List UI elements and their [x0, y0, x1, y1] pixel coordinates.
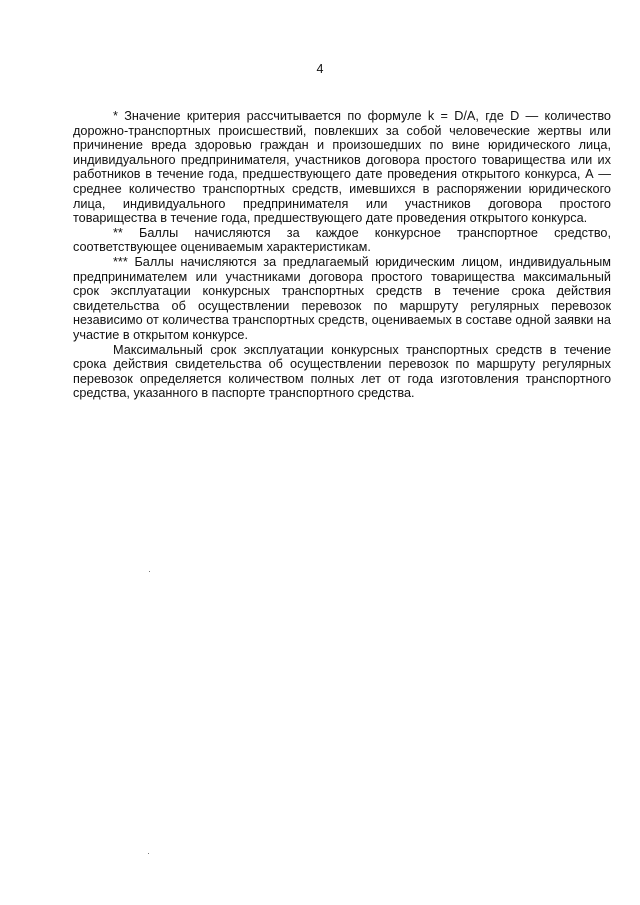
document-body	[73, 109, 611, 401]
scan-speck	[149, 571, 150, 572]
footnote-points-per-vehicle: ** Баллы начисляются за каждое конкурсное транспортное средство, соответствующее оцениваемым характеристикам.	[73, 225, 611, 255]
paragraph-max-service-life-definition: Максимальный срок эксплуатации конкурсных транспортных средств в течение срока действия свидетельства об осуществлении перевозок по маршруту регулярных перевозок определяется количеством полных лет от года изготовления транспортного средства, указанного в паспорте транспортного средства.	[73, 342, 611, 401]
footnote-points-max-service-life: *** Баллы начисляются за предлагаемый юридическим лицом, индивидуальным предпринимателем или участниками договора простого товарищества максимальный срок эксплуатации конкурсных транспортных средств в течение срока действия свидетельства об осуществлении перевозок по маршруту регулярных перевозок независимо от количества транспортных средств, оцениваемых в составе одной заявки на участие в открытом конкурсе.	[73, 254, 611, 342]
footnote-criterion-formula: * Значение критерия рассчитывается по формуле k = D/A, где D — количество дорожно-транспортных происшествий, повлекших за собой человеческие жертвы или причинение вреда здоровью граждан и произошедших по вине юридического лица, индивидуального предпринимателя, участников договора простого товарищества или их работников в течение года, предшествующего дате проведения открытого конкурса, А — среднее количество транспортных средств, имевшихся в распоряжении юридического лица, индивидуального предпринимателя или участников договора простого товарищества в течение года, предшествующего дате проведения открытого конкурса.	[73, 109, 611, 226]
scan-speck	[148, 853, 149, 854]
page-number: 4	[316, 62, 324, 76]
